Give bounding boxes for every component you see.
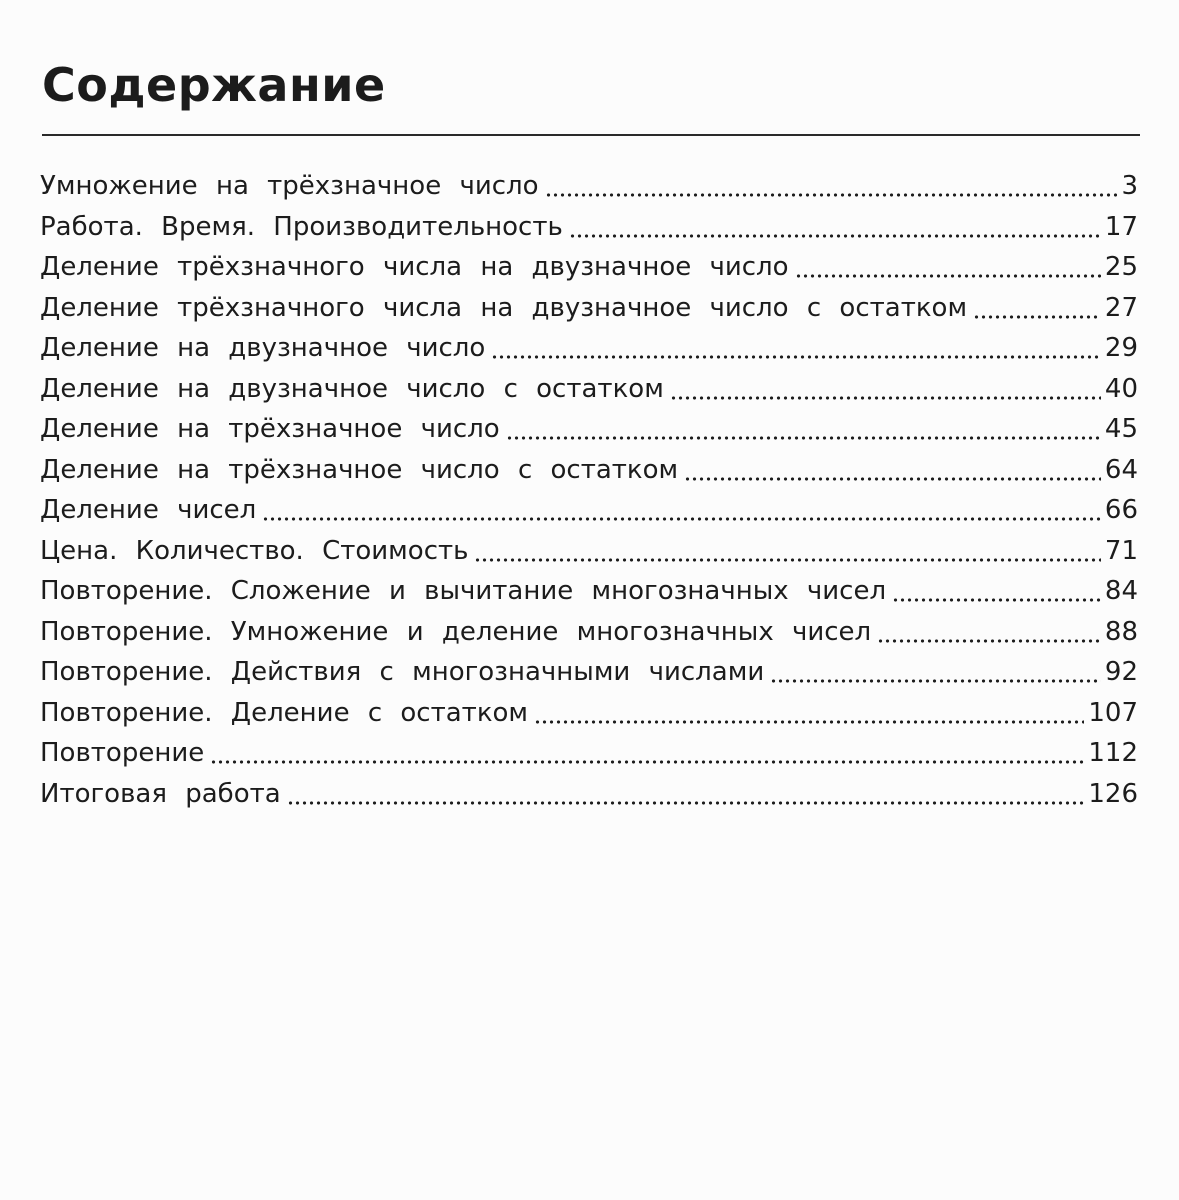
toc-entry-title: Итоговая работа bbox=[40, 778, 281, 809]
toc-entry bbox=[40, 450, 1138, 491]
toc-entry-title: Умножение на трёхзначное число bbox=[40, 171, 539, 201]
dot-leader bbox=[491, 355, 1101, 359]
dot-leader bbox=[287, 801, 1085, 805]
toc-entry bbox=[40, 612, 1138, 653]
toc-entry bbox=[40, 328, 1138, 369]
toc-entry-title: Работа. Время. Производительность bbox=[40, 211, 563, 242]
page-title: Содержание bbox=[42, 58, 386, 112]
toc-entry bbox=[40, 247, 1138, 288]
dot-leader bbox=[795, 274, 1101, 278]
toc-entry bbox=[40, 166, 1138, 207]
toc-entry-title: Деление трёхзначного числа на двузначное число с остатком bbox=[40, 292, 968, 323]
toc-entry-title: Повторение. Умножение и деление многозначных чисел bbox=[40, 616, 872, 647]
dot-leader bbox=[210, 760, 1084, 764]
dot-leader bbox=[973, 315, 1101, 319]
toc-entry-title: Деление трёхзначного числа на двузначное число bbox=[40, 252, 789, 282]
toc-entry-page-number: 66 bbox=[1104, 495, 1138, 525]
toc-entry-page-number: 88 bbox=[1104, 616, 1138, 647]
table-of-contents bbox=[40, 166, 1138, 814]
toc-entry-page-number: 92 bbox=[1104, 657, 1138, 687]
toc-entry-title: Повторение. Сложение и вычитание многозначных чисел bbox=[40, 576, 887, 606]
toc-entry-page-number: 29 bbox=[1104, 333, 1138, 363]
toc-entry-title: Деление чисел bbox=[40, 495, 257, 525]
toc-entry-title: Повторение. Деление с остатком bbox=[40, 697, 529, 728]
toc-entry-page-number: 112 bbox=[1088, 738, 1138, 768]
toc-entry-page-number: 126 bbox=[1088, 778, 1138, 809]
toc-entry bbox=[40, 531, 1138, 572]
toc-entry-page-number: 27 bbox=[1104, 292, 1138, 323]
toc-entry bbox=[40, 652, 1138, 693]
toc-entry bbox=[40, 733, 1138, 774]
toc-entry-page-number: 3 bbox=[1121, 171, 1138, 201]
toc-entry-title: Деление на двузначное число с остатком bbox=[40, 373, 664, 404]
toc-entry-title: Деление на двузначное число bbox=[40, 333, 486, 363]
toc-entry bbox=[40, 409, 1138, 450]
toc-entry-title: Повторение bbox=[40, 738, 205, 768]
toc-entry-page-number: 45 bbox=[1104, 414, 1138, 444]
toc-entry-title: Деление на трёхзначное число bbox=[40, 414, 500, 444]
title-divider bbox=[42, 134, 1140, 136]
toc-entry bbox=[40, 369, 1138, 410]
dot-leader bbox=[877, 639, 1101, 643]
dot-leader bbox=[770, 679, 1101, 683]
toc-entry-page-number: 84 bbox=[1104, 576, 1138, 606]
toc-entry-page-number: 107 bbox=[1088, 697, 1138, 728]
toc-entry bbox=[40, 774, 1138, 815]
toc-entry bbox=[40, 571, 1138, 612]
toc-entry-title: Повторение. Действия с многозначными числами bbox=[40, 657, 765, 687]
toc-entry bbox=[40, 288, 1138, 329]
toc-entry bbox=[40, 693, 1138, 734]
toc-entry-title: Цена. Количество. Стоимость bbox=[40, 535, 469, 566]
dot-leader bbox=[569, 234, 1101, 238]
toc-entry-page-number: 71 bbox=[1104, 535, 1138, 566]
toc-entry bbox=[40, 490, 1138, 531]
dot-leader bbox=[474, 558, 1100, 562]
dot-leader bbox=[534, 720, 1084, 724]
dot-leader bbox=[684, 477, 1101, 481]
toc-entry-page-number: 25 bbox=[1104, 252, 1138, 282]
dot-leader bbox=[892, 598, 1101, 602]
dot-leader bbox=[545, 193, 1118, 197]
dot-leader bbox=[670, 396, 1101, 400]
toc-entry bbox=[40, 207, 1138, 248]
toc-entry-title: Деление на трёхзначное число с остатком bbox=[40, 454, 679, 485]
dot-leader bbox=[506, 436, 1101, 440]
dot-leader bbox=[262, 517, 1101, 521]
toc-entry-page-number: 64 bbox=[1104, 454, 1138, 485]
toc-entry-page-number: 17 bbox=[1104, 211, 1138, 242]
toc-entry-page-number: 40 bbox=[1104, 373, 1138, 404]
